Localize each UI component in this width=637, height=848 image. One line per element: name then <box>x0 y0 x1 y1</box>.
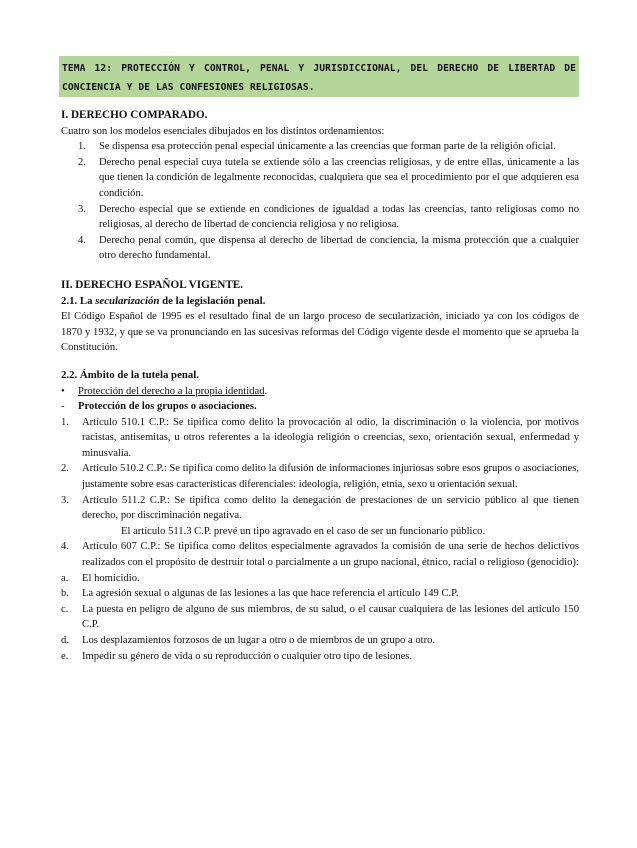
list-item-text: El homicidio. <box>82 572 140 584</box>
genocide-list <box>61 571 579 665</box>
list-number: 1. <box>61 416 69 428</box>
list-number: 1. <box>78 141 86 153</box>
list-letter: d. <box>61 635 69 646</box>
article-text: Artículo 510.1 C.P.: Se tipifica como delito la provocación al odio, la discriminación o la violencia, por motivos racistas, antisemitas, u otros referentes a la ideología religión o creencias, sexo, orientación sexual, enfermedad y minusvalía. <box>82 416 579 459</box>
list-item <box>61 571 579 587</box>
list-item-text: Derecho penal especial cuya tutela se extiende sólo a las creencias religiosas, y de entre ellas, únicamente a las que tienen la condición de legalmente reconocidas, cualquiera que sea el procedimiento por el que adquieren esa condición. <box>99 156 579 199</box>
dash-text: Protección de los grupos o asociaciones. <box>78 401 257 413</box>
list-letter: b. <box>61 588 69 600</box>
document-body <box>61 108 579 664</box>
secularizacion-paragraph: El Código Español de 1995 es el resultado final de un largo proceso de secularización, iniciado ya con los códigos de 1870 y 1932, y que se va pronunciando en las sucesivas reformas del Código vigente desde el momento que se aprueba la Constitución. <box>61 311 579 354</box>
list-item <box>61 461 579 492</box>
section-heading-derecho-comparado: I. DERECHO COMPARADO. <box>61 109 208 121</box>
list-item <box>78 202 579 233</box>
subsection-heading-secularizacion <box>61 294 579 310</box>
list-letter: e. <box>61 650 69 662</box>
list-number: 3. <box>61 494 69 506</box>
article-text: Artículo 607 C.P.: Se tipifica como delitos especialmente agravados la comisión de una serie de hechos delictivos realizados con el propósito de destruir total o parcialmente a un grupo nacional, étnico, racial o religioso (genocidio): <box>82 541 579 569</box>
bullet-text: Protección del derecho a la propia identidad <box>78 385 265 397</box>
list-item <box>78 139 579 155</box>
list-item-text: La puesta en peligro de alguno de sus miembros, de su salud, o el causar cualquiera de las lesiones del artículo 150 C.P. <box>82 603 579 631</box>
list-number: 4. <box>61 541 69 553</box>
list-number: 2. <box>78 156 86 168</box>
list-item-text: Derecho especial que se extiende en condiciones de igualdad a todas las creencias, tanto religiosas como no religiosas, al derecho de libertad de conciencia religiosa y no religiosa. <box>99 203 579 231</box>
list-item-text: Impedir su género de vida o su reproducción o cualquier otro tipo de lesiones. <box>82 650 413 662</box>
list-item <box>78 155 579 202</box>
bullet-item-identidad <box>61 384 579 400</box>
section-heading-derecho-espanol: II. DERECHO ESPAÑOL VIGENTE. <box>61 278 244 291</box>
list-number: 4. <box>78 234 86 246</box>
list-letter: a. <box>61 572 69 584</box>
list-item <box>61 586 579 602</box>
heading-emphasis: secularización <box>95 294 160 307</box>
dash-item-grupos <box>61 399 579 415</box>
heading-prefix: 2.1. La <box>61 294 96 307</box>
list-item <box>61 649 579 665</box>
list-item <box>61 493 579 540</box>
list-item-text: Los desplazamientos forzosos de un lugar a otro o de miembros de un grupo a otro. <box>82 635 436 646</box>
list-item <box>61 602 579 633</box>
models-list <box>78 139 579 264</box>
list-item <box>61 415 579 462</box>
bullet-end: . <box>264 385 268 397</box>
dash-icon: - <box>61 401 65 413</box>
article-note: El artículo 511.3 C.P. prevé un tipo agravado en el caso de ser un funcionario público. <box>121 525 486 537</box>
list-item-text: Derecho penal común, que dispensa al derecho de libertad de conciencia, la misma protección que a cualquier otro derecho fundamental. <box>99 234 579 262</box>
article-text: Artículo 510.2 C.P.: Se tipifica como delito la difusión de informaciones injuriosas sobre esos grupos o asociaciones, justamente sobre esas características diferenciales: ideología, religión, etnia, sexo u orientación sexual. <box>82 463 579 491</box>
list-letter: c. <box>61 603 69 615</box>
bullet-icon: • <box>61 385 65 397</box>
section-intro: Cuatro son los modelos esenciales dibujados en los distintos ordenamientos: <box>61 125 385 137</box>
subsection-heading-ambito: 2.2. Ámbito de la tutela penal. <box>61 368 199 381</box>
list-item-text: La agresión sexual o algunas de las lesiones a las que hace referencia el artículo 149 C.P. <box>82 588 459 600</box>
list-number: 3. <box>78 203 86 215</box>
list-item <box>78 233 579 264</box>
topic-title: TEMA 12: PROTECCIÓN Y CONTROL, PENAL Y JURISDICCIONAL, DEL DERECHO DE LIBERTAD DE CONCIENCIA Y DE LAS CONFESIONES RELIGIOSAS. <box>62 63 576 93</box>
list-item-text: Se dispensa esa protección penal especial únicamente a las creencias que forman parte de la religión oficial. <box>99 141 556 153</box>
list-item <box>61 539 579 570</box>
list-number: 2. <box>61 463 69 475</box>
articles-list <box>61 415 579 571</box>
heading-suffix: de la legislación penal. <box>159 294 266 307</box>
list-item <box>61 633 579 649</box>
article-text: Artículo 511.2 C.P.: Se tipifica como delito la denegación de prestaciones de un servicio público al que tienen derecho, por discriminación negativa. <box>82 494 579 522</box>
